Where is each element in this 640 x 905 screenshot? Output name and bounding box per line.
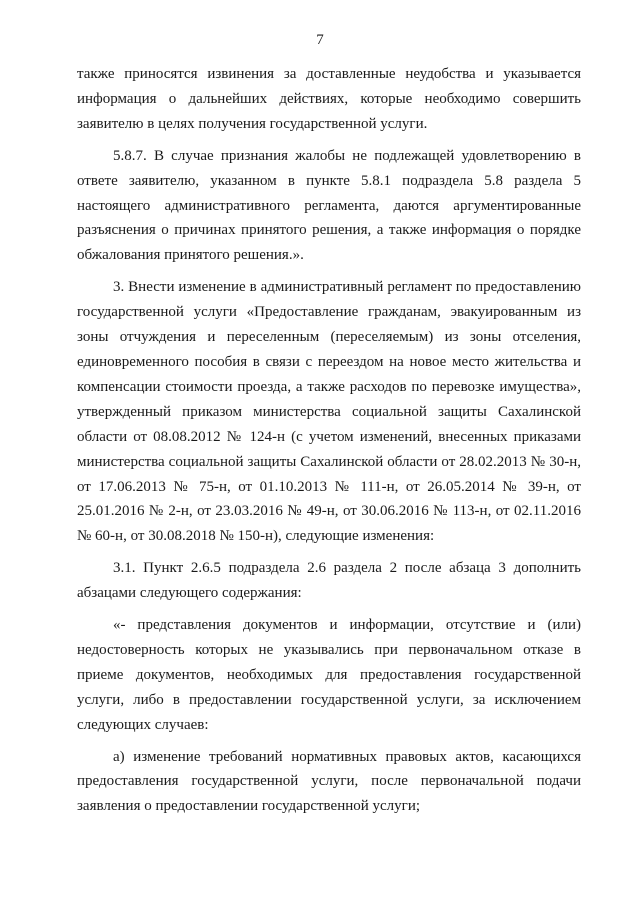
paragraph [77, 62, 581, 137]
text-line: услуги, либо в предоставлении государственной услуги, за исключением [77, 691, 581, 708]
paragraph [77, 745, 581, 820]
paragraph [77, 613, 581, 738]
text-line: 5.8.7. В случае признания жалобы не подлежащей удовлетворению в [113, 147, 581, 164]
text-line: разъяснения о причинах принятого решения, а также информация о порядке [77, 222, 581, 239]
paragraph [77, 275, 581, 549]
text-line: от 17.06.2013 № 75-н, от 01.10.2013 № 111-н, от 26.05.2014 № 39-н, от [77, 478, 581, 495]
text-line: информация о дальнейших действиях, которые необходимо совершить [77, 90, 581, 107]
text-line: предоставления государственной услуги, после первоначальной подачи [77, 773, 581, 790]
text-line: настоящего административного регламента, даются аргументированные [77, 197, 581, 214]
paragraph [77, 144, 581, 269]
text-line: следующих случаев: [77, 716, 209, 733]
text-line: приеме документов, необходимых для предоставления государственной [77, 666, 581, 683]
text-line: 3. Внести изменение в административный регламент по предоставлению [113, 279, 581, 296]
text-line: утвержденный приказом министерства социальной защиты Сахалинской [77, 403, 581, 420]
text-line: заявителю в целях получения государственной услуги. [77, 115, 428, 132]
text-line: недостоверность которых не указывались при первоначальном отказе в [77, 641, 581, 658]
text-line: также приносятся извинения за доставленные неудобства и указывается [77, 66, 581, 82]
text-line: а) изменение требований нормативных правовых актов, касающихся [113, 748, 581, 765]
text-line: компенсации стоимости проезда, а также расходов по перевозке имущества», [77, 378, 581, 395]
text-line: заявления о предоставлении государственной услуги; [77, 798, 421, 815]
text-line: 25.01.2016 № 2-н, от 23.03.2016 № 49-н, от 30.06.2016 № 113-н, от 02.11.2016 [77, 503, 581, 520]
paragraph [77, 556, 581, 606]
document-body [77, 62, 581, 826]
text-line: абзацами следующего содержания: [77, 585, 302, 602]
text-line: обжалования принятого решения.». [77, 247, 304, 264]
text-line: «- представления документов и информации, отсутствие и (или) [113, 617, 581, 634]
text-line: единовременного пособия в связи с переездом на новое место жительства и [77, 353, 581, 370]
text-line: области от 08.08.2012 № 124-н (с учетом изменений, внесенных приказами [77, 428, 581, 445]
text-line: № 60-н, от 30.08.2018 № 150-н), следующие изменения: [77, 528, 435, 545]
text-line: министерства социальной защиты Сахалинской области от 28.02.2013 № 30-н, [77, 453, 581, 470]
text-line: зоны отчуждения и переселенным (переселяемым) из зоны отселения, [77, 329, 581, 346]
page-number: 7 [316, 32, 324, 48]
text-line: 3.1. Пункт 2.6.5 подраздела 2.6 раздела 2 после абзаца 3 дополнить [113, 560, 581, 577]
text-line: государственной услуги «Предоставление гражданам, эвакуированным из [77, 304, 581, 321]
text-line: ответе заявителю, указанном в пункте 5.8.1 подраздела 5.8 раздела 5 [77, 172, 581, 189]
